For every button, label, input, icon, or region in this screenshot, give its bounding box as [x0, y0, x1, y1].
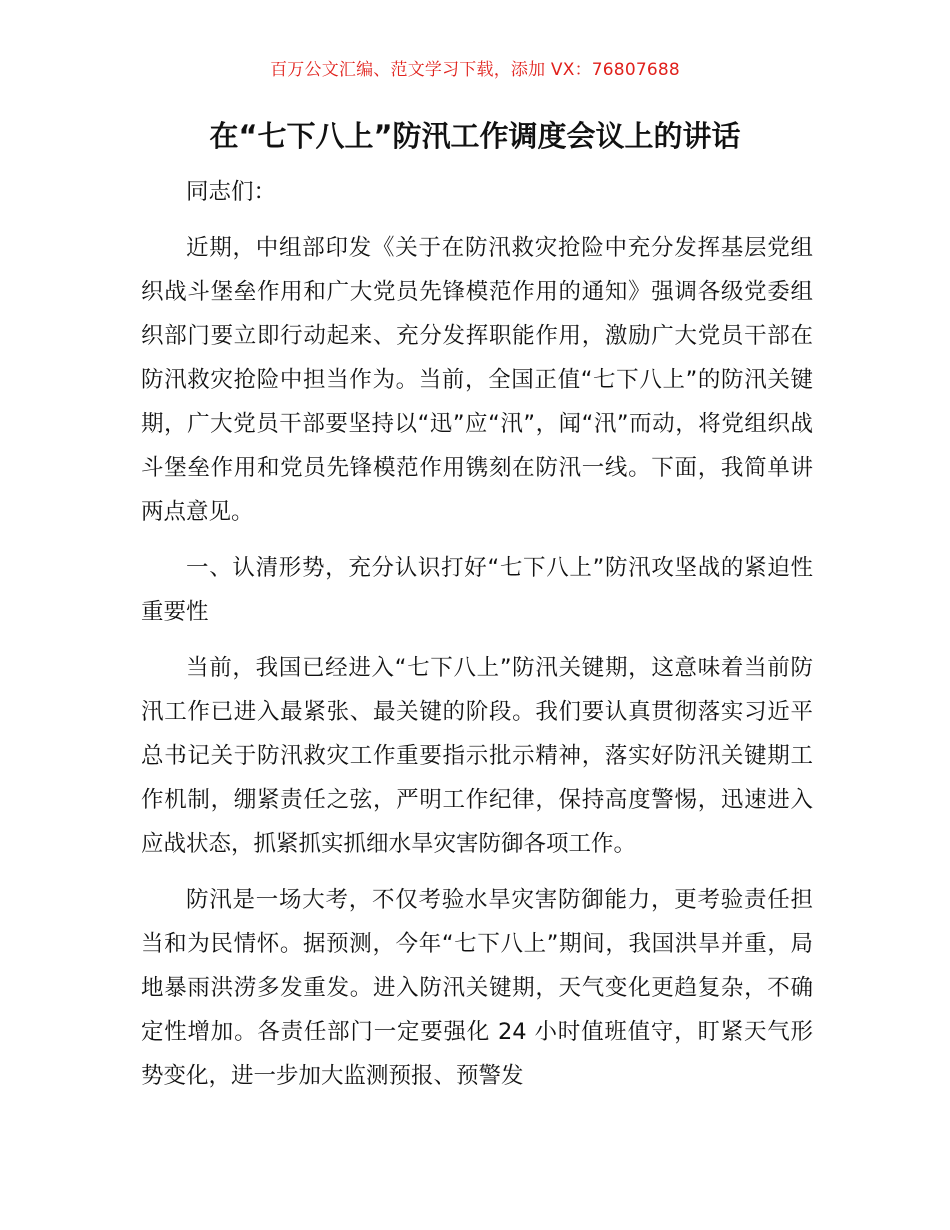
paragraph-3: 防汛是一场大考，不仅考验水旱灾害防御能力，更考验责任担当和为民情怀。据预测，今年“七下八上”期间，我国洪旱并重，局地暴雨洪涝多发重发。进入防汛关键期，天气变化更趋复杂，不确定性增加。各责任部门一定要强化 24 小时值班值守，盯紧天气形势变化，进一步加大监测预报、预警发 — [141, 887, 813, 1089]
watermark-text: 百万公文汇编、范文学习下载，添加 VX：76807688 — [270, 60, 680, 80]
paragraph-2: 当前，我国已经进入“七下八上”防汛关键期，这意味着当前防汛工作已进入最紧张、最关键的阶段。我们要认真贯彻落实习近平总书记关于防汛救灾工作重要指示批示精神，落实好防汛关键期工作机制，绷紧责任之弦，严明工作纪律，保持高度警惕，迅速进入应战状态，抓紧抓实抓细水旱灾害防御各项工作。 — [141, 655, 813, 857]
paragraph-gap — [141, 634, 813, 646]
section-heading-1: 一、认清形势，充分认识打好“七下八上”防汛攻坚战的紧迫性重要性 — [141, 555, 813, 625]
document-title: 在“七下八上”防汛工作调度会议上的讲话 — [209, 119, 741, 153]
paragraph-gap — [141, 214, 813, 226]
document-body — [141, 170, 813, 1098]
paragraph-1: 近期，中组部印发《关于在防汛救灾抢险中充分发挥基层党组织战斗堡垒作用和广大党员先锋模范作用的通知》强调各级党委组织部门要立即行动起来、充分发挥职能作用，激励广大党员干部在防汛救灾抢险中担当作为。当前，全国正值“七下八上”的防汛关键期，广大党员干部要坚持以“迅”应“汛”，闻“汛”而动，将党组织战斗堡垒作用和党员先锋模范作用镌刻在防汛一线。下面，我简单讲两点意见。 — [141, 235, 813, 525]
paragraph-gap — [141, 866, 813, 878]
paragraph-gap — [141, 534, 813, 546]
greeting: 同志们： — [186, 179, 277, 205]
